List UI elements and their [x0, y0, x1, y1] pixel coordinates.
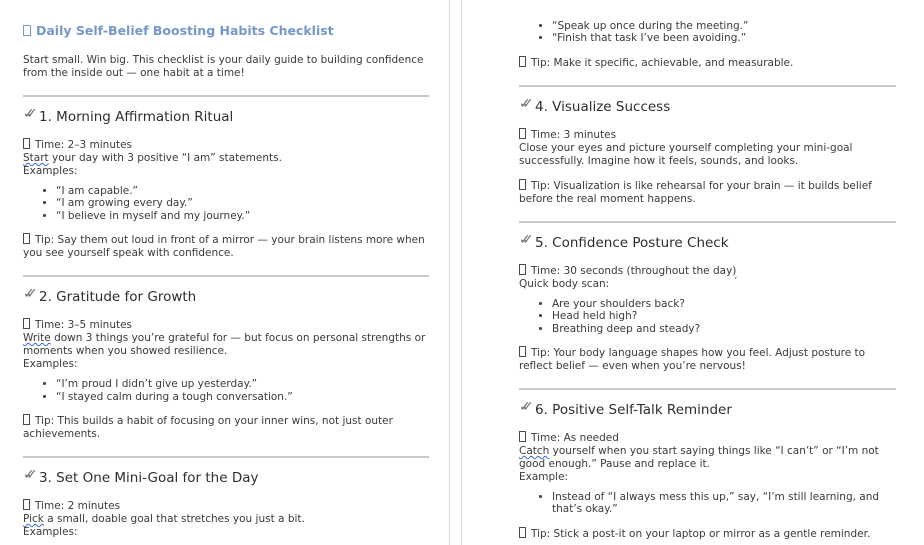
- check-mark-icon: [23, 288, 39, 302]
- examples-label: Example:: [519, 471, 569, 484]
- tip-text: Tip: Visualization is like rehearsal for your brain — it builds belief before the real moment happens.: [519, 179, 872, 205]
- section-5-checklist: [519, 298, 896, 335]
- examples-label: Examples:: [23, 358, 78, 371]
- instruction-line: [23, 332, 429, 358]
- tip-emoji-placeholder-icon: [23, 414, 30, 425]
- intro-paragraph: Start small. Win big. This checklist is your daily guide to building confidence from the inside out — one habit at a time!: [23, 54, 424, 79]
- time-line: [23, 318, 429, 332]
- examples-label: Examples:: [23, 165, 78, 177]
- list-item: • “Finish that task I’ve been avoiding.”: [552, 32, 896, 44]
- list-item: • “I’m proud I didn’t give up yesterday.”: [56, 378, 429, 390]
- section-3-examples-list-continued: [519, 20, 896, 45]
- section-1-heading: [23, 108, 429, 125]
- time-emoji-placeholder-icon: [519, 431, 526, 442]
- tip-emoji-placeholder-icon: [23, 233, 30, 244]
- tip-text: Tip: Your body language shapes how you feel. Adjust posture to reflect belief — even when you’re nervous!: [519, 347, 866, 373]
- section-2-heading-text: 2. Gratitude for Growth: [39, 289, 197, 306]
- section-2-examples-list: [23, 378, 429, 403]
- section-2-details: [23, 318, 429, 371]
- time-text: Time: 3–5 minutes: [35, 319, 133, 332]
- document-title: [23, 24, 429, 38]
- section-6-heading-text: 6. Positive Self-Talk Reminder: [535, 402, 732, 419]
- tip-emoji-placeholder-icon: [519, 179, 526, 190]
- time-line: [23, 499, 429, 513]
- list-item: • “I am capable.”: [56, 185, 429, 197]
- instruction-line: Close your eyes and picture yourself completing your mini-goal successfully. Imagine how it feels, sounds, and looks.: [519, 141, 853, 167]
- list-item: • Are your shoulders back?: [552, 298, 896, 310]
- list-item: • “I believe in myself and my journey.”: [56, 210, 429, 222]
- section-5-details: [519, 264, 896, 291]
- section-5-heading-text: 5. Confidence Posture Check: [535, 234, 729, 251]
- list-item: • “Speak up once during the meeting.”: [552, 20, 896, 32]
- section-3-heading-text: 3. Set One Mini-Goal for the Day: [39, 470, 259, 487]
- section-1-heading-text: 1. Morning Affirmation Ritual: [39, 109, 234, 125]
- list-item: • “I stayed calm during a tough conversation.”: [56, 391, 429, 403]
- list-item: • “I am growing every day.”: [56, 197, 429, 209]
- check-mark-icon: [519, 401, 535, 415]
- list-item: • Instead of “I always mess this up,” say, “I’m still learning, and that’s okay.”: [552, 491, 896, 516]
- instruction-line: [23, 152, 429, 165]
- list-item: • Head held high?: [552, 310, 896, 322]
- time-line: [519, 128, 896, 142]
- tip-emoji-placeholder-icon: [519, 527, 526, 538]
- check-mark-icon: [23, 469, 39, 483]
- section-5-heading: [519, 234, 896, 251]
- tip-text: Tip: Make it specific, achievable, and measurable.: [531, 56, 794, 69]
- time-line: [519, 431, 896, 445]
- time-emoji-placeholder-icon: [23, 318, 30, 329]
- document-title-text: Daily Self-Belief Boosting Habits Checklist: [36, 23, 334, 38]
- section-3-tip: [519, 56, 896, 70]
- instruction-text: down 3 things you’re grateful for — but focus on personal strengths or moments when you showed resilience.: [23, 332, 426, 358]
- section-divider: [519, 388, 896, 390]
- title-emoji-placeholder-icon: [23, 25, 31, 36]
- examples-label: Examples:: [23, 526, 78, 539]
- section-divider: [519, 85, 896, 87]
- tip-emoji-placeholder-icon: [519, 56, 526, 67]
- time-line: [23, 138, 429, 152]
- check-mark-icon: [23, 108, 39, 122]
- time-emoji-placeholder-icon: [519, 128, 526, 139]
- check-mark-icon: [519, 234, 535, 248]
- section-1-tip: [23, 233, 429, 260]
- instruction-text: a small, doable goal that stretches you just a bit.: [43, 513, 305, 526]
- section-divider: [23, 95, 429, 97]
- tip-text: Tip: Stick a post-it on your laptop or mirror as a gentle reminder.: [531, 527, 871, 540]
- time-emoji-placeholder-icon: [519, 264, 526, 275]
- section-6-example-list: [519, 491, 896, 516]
- time-text: Time: 2–3 minutes: [35, 139, 133, 151]
- time-line: [519, 264, 896, 278]
- time-emoji-placeholder-icon: [23, 499, 30, 510]
- section-5-tip: [519, 346, 896, 373]
- instruction-line: [23, 513, 429, 526]
- section-4-tip: [519, 179, 896, 206]
- grammar-flagged-word: Write: [23, 332, 51, 345]
- section-4-heading-text: 4. Visualize Success: [535, 98, 671, 115]
- time-text: Time: As needed: [531, 432, 619, 445]
- tip-emoji-placeholder-icon: [519, 346, 526, 357]
- document-page-1[interactable]: [0, 0, 450, 545]
- grammar-flagged-word: Pick: [23, 513, 44, 526]
- section-2-heading: [23, 288, 429, 305]
- section-divider: [23, 275, 429, 277]
- tip-text: Tip: Say them out loud in front of a mirror — your brain listens more when you see yourself speak with confidence.: [23, 234, 425, 260]
- instruction-text: yourself when you start saying things like “I can’t” or “I’m not good enough.” Pause and replace it.: [519, 445, 879, 471]
- check-mark-icon: [519, 98, 535, 112]
- section-3-details: [23, 499, 429, 539]
- section-2-tip: [23, 414, 429, 441]
- grammar-flagged-character: ): [732, 264, 737, 277]
- section-4-heading: [519, 98, 896, 115]
- time-text: Time: 30 seconds (throughout the day: [531, 264, 733, 277]
- grammar-flagged-word: Catch: [519, 445, 550, 458]
- time-emoji-placeholder-icon: [23, 138, 30, 149]
- section-divider: [23, 456, 429, 458]
- document-page-2[interactable]: [461, 0, 924, 545]
- instruction-line: Quick body scan:: [519, 277, 610, 290]
- list-item: • Breathing deep and steady?: [552, 323, 896, 335]
- time-text: Time: 3 minutes: [531, 128, 617, 141]
- time-text: Time: 2 minutes: [35, 500, 121, 513]
- section-4-details: [519, 128, 896, 168]
- section-6-tip: [519, 527, 896, 541]
- grammar-flagged-word: Start: [23, 152, 49, 164]
- instruction-line: [519, 445, 896, 471]
- section-1-details: [23, 138, 429, 178]
- section-6-details: [519, 431, 896, 484]
- section-3-heading: [23, 469, 429, 486]
- section-divider: [519, 221, 896, 223]
- instruction-text: your day with 3 positive “I am” statements.: [48, 152, 282, 164]
- section-1-examples-list: [23, 185, 429, 222]
- tip-text: Tip: This builds a habit of focusing on your inner wins, not just outer achievements.: [23, 415, 393, 441]
- section-6-heading: [519, 401, 896, 418]
